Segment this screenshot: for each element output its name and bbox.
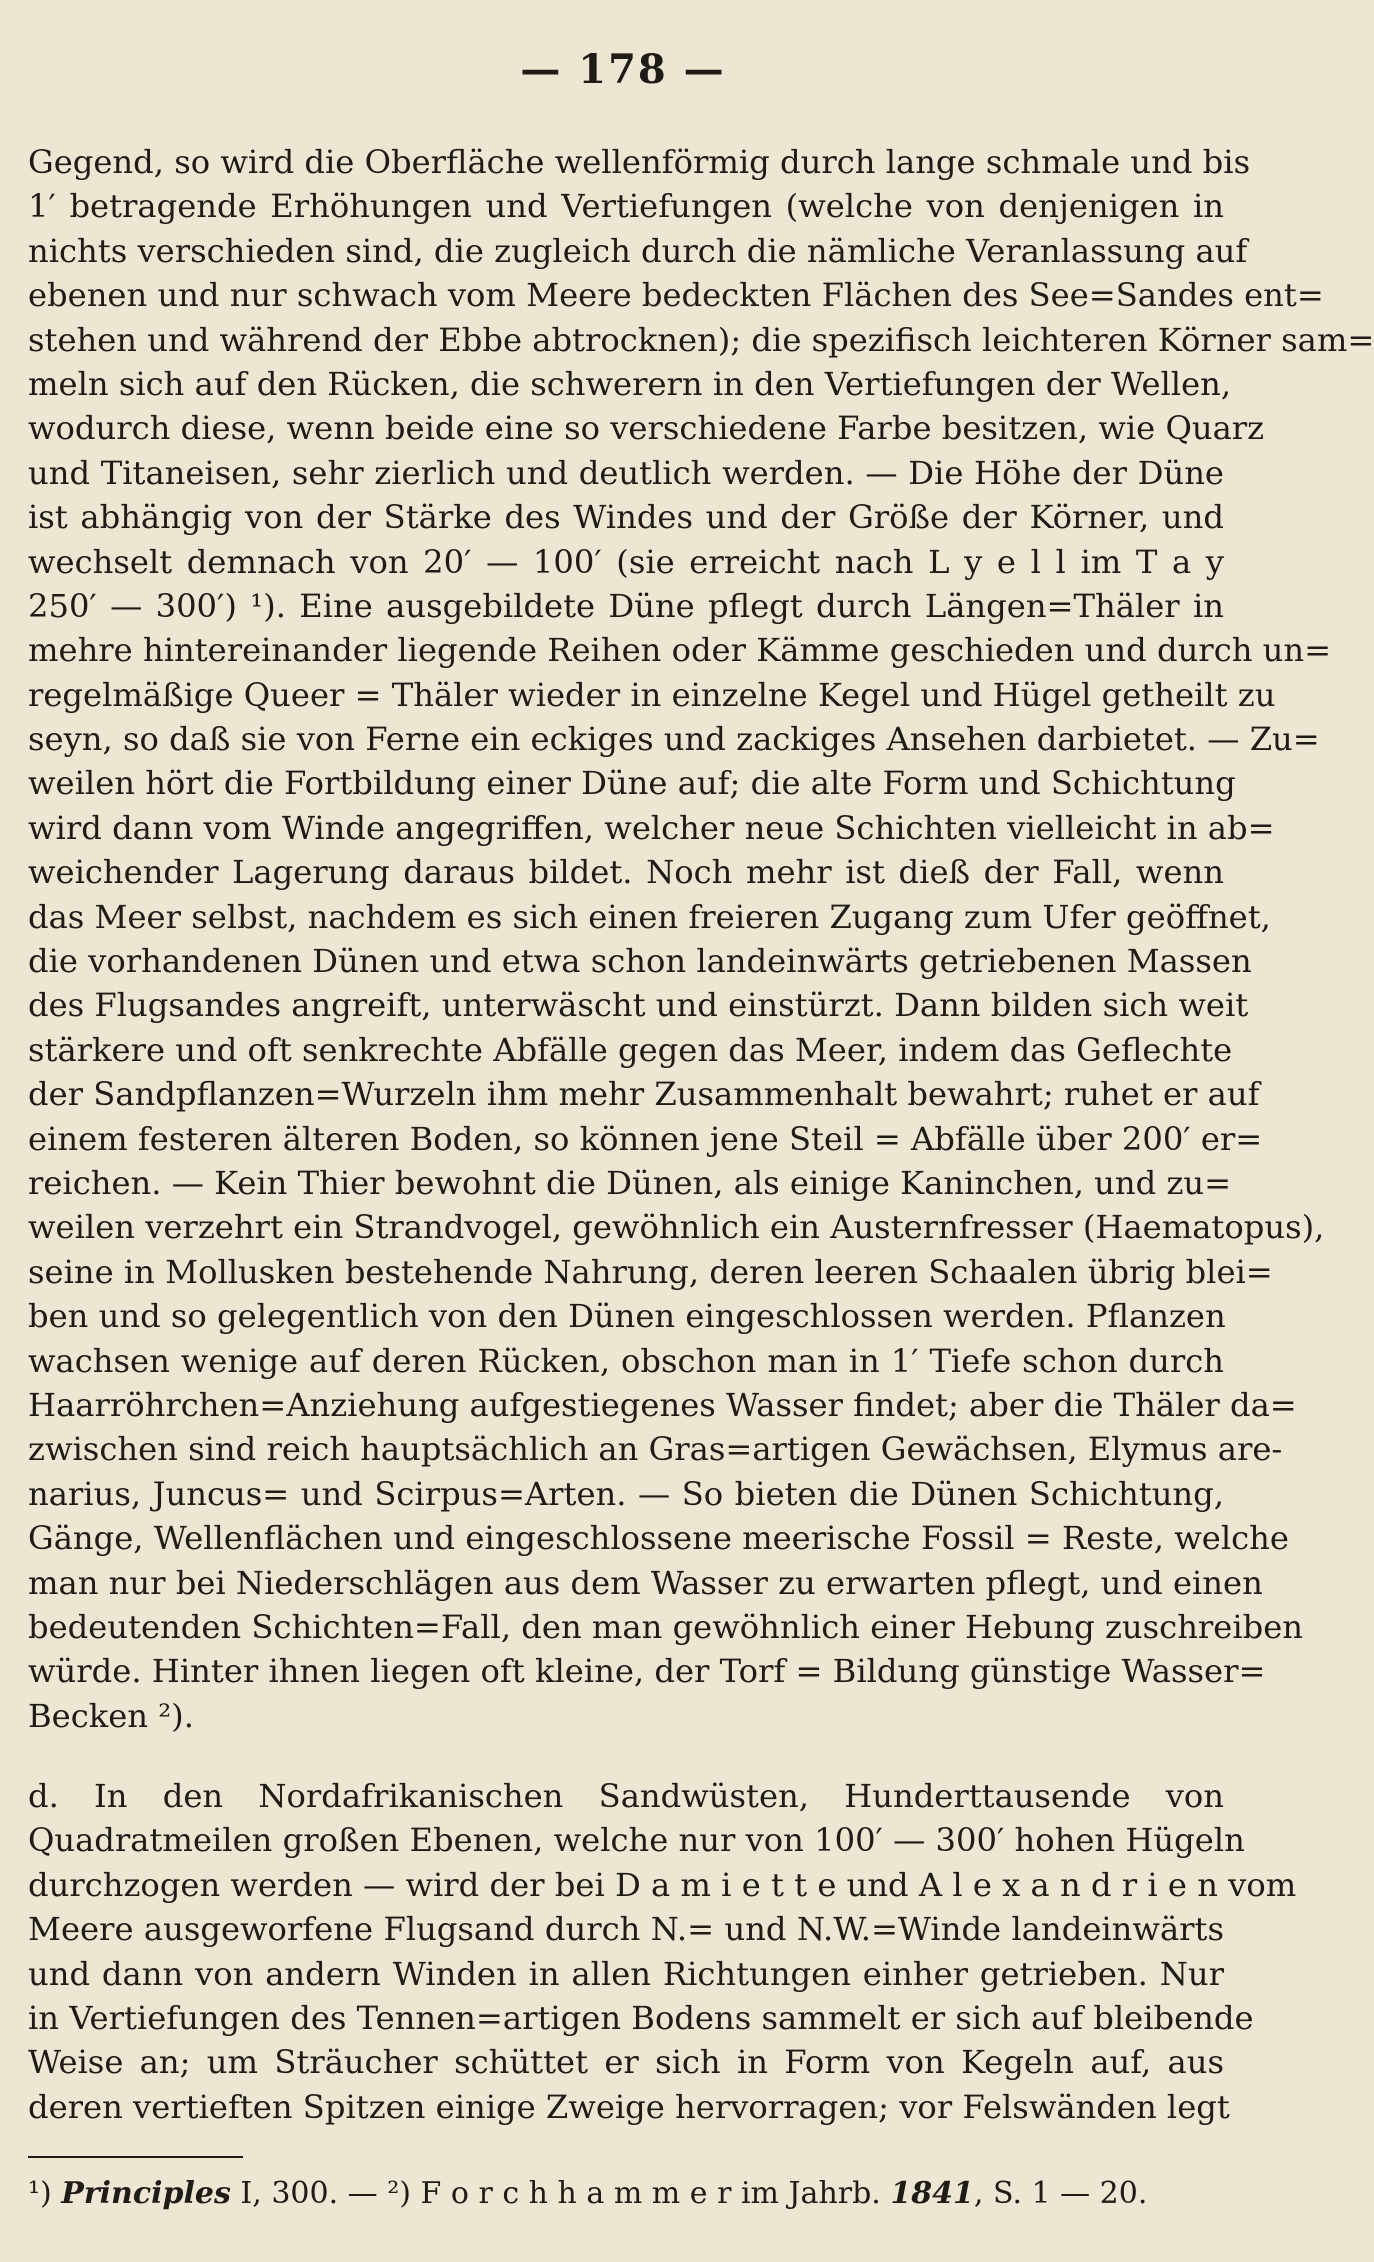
text-line: regelmäßige Queer = Thäler wieder in einzelne Kegel und Hügel getheilt zu — [28, 675, 1276, 714]
text-line: weilen hört die Fortbildung einer Düne auf; die alte Form und Schichtung — [28, 764, 1236, 803]
text-line: stehen und während der Ebbe abtrocknen); die spezifisch leichteren Körner sam= — [28, 320, 1374, 359]
text-line: man nur bei Niederschlägen aus dem Wasser zu erwarten pflegt, und einen — [28, 1563, 1263, 1602]
text-line: würde. Hinter ihnen liegen oft kleine, der Torf = Bildung günstige Wasser= — [28, 1652, 1266, 1691]
footnote-1-text: I, 300. — — [240, 2176, 378, 2211]
text-line: nichts verschieden sind, die zugleich durch die nämliche Veranlassung auf — [28, 231, 1248, 270]
text-line: narius, Juncus= und Scirpus=Arten. — So bieten die Dünen Schichtung, — [28, 1474, 1224, 1513]
text-line: deren vertieften Spitzen einige Zweige hervorragen; vor Felswänden legt — [28, 2087, 1230, 2126]
text-line: in Vertiefungen des Tennen=artigen Bodens sammelt er sich auf bleibende — [28, 1999, 1254, 2038]
text-line: des Flugsandes angreift, unterwäscht und einstürzt. Dann bilden sich weit — [28, 986, 1249, 1025]
text-line: durchzogen werden — wird der bei D a m i e t t e und A l e x a n d r i e n vom — [28, 1865, 1297, 1904]
text-line: 1′ betragende Erhöhungen und Vertiefungen (welche von denjenigen in — [28, 187, 1224, 226]
footnote-2-year: 1841 — [890, 2176, 974, 2211]
footnote-1-ref: ¹) — [28, 2176, 52, 2211]
text-line: meln sich auf den Rücken, die schwerern in den Vertiefungen der Wellen, — [28, 364, 1232, 403]
text-line: Gänge, Wellenflächen und eingeschlossene meerische Fossil = Reste, welche — [28, 1519, 1289, 1558]
text-line: und dann von andern Winden in allen Richtungen einher getrieben. Nur — [28, 1954, 1224, 1993]
text-line: Meere ausgeworfene Flugsand durch N.= und N.W.=Winde landeinwärts — [28, 1910, 1224, 1949]
text-line: Gegend, so wird die Oberfläche wellenförmig durch lange schmale und bis — [28, 143, 1251, 181]
main-text — [28, 140, 1374, 2129]
text-line: Quadratmeilen großen Ebenen, welche nur von 100′ — 300′ hohen Hügeln — [28, 1821, 1245, 1860]
text-line: Becken ²). — [28, 1696, 194, 1735]
text-line: d. In den Nordafrikanischen Sandwüsten, Hunderttausende von — [28, 1777, 1224, 1816]
page-number: — 178 — — [520, 46, 726, 93]
text-line: das Meer selbst, nachdem es sich einen freieren Zugang zum Ufer geöffnet, — [28, 897, 1271, 936]
footnote-2-pages: , S. 1 — 20. — [973, 2176, 1148, 2211]
text-line: und Titaneisen, sehr zierlich und deutlich werden. — Die Höhe der Düne — [28, 453, 1224, 492]
text-line: ebenen und nur schwach vom Meere bedeckten Flächen des See=Sandes ent= — [28, 276, 1324, 315]
text-line: Haarröhrchen=Anziehung aufgestiegenes Wasser findet; aber die Thäler da= — [28, 1385, 1297, 1424]
text-line: stärkere und oft senkrechte Abfälle gegen das Meer, indem das Geflechte — [28, 1030, 1233, 1069]
paragraph-gap — [28, 1738, 1224, 1774]
text-line: weichender Lagerung daraus bildet. Noch mehr ist dieß der Fall, wenn — [28, 853, 1224, 892]
text-line: seine in Mollusken bestehende Nahrung, deren leeren Schaalen übrig blei= — [28, 1252, 1273, 1291]
text-line: wachsen wenige auf deren Rücken, obschon man in 1′ Tiefe schon durch — [28, 1341, 1224, 1380]
text-line: wechselt demnach von 20′ — 100′ (sie erreicht nach L y e l l im T a y — [28, 542, 1224, 581]
text-line: zwischen sind reich hauptsächlich an Gras=artigen Gewächsen, Elymus are- — [28, 1430, 1283, 1469]
text-line: 250′ — 300′) ¹). Eine ausgebildete Düne pflegt durch Längen=Thäler in — [28, 586, 1224, 625]
text-line: ben und so gelegentlich von den Dünen eingeschlossen werden. Pflanzen — [28, 1297, 1226, 1336]
text-line: Weise an; um Sträucher schüttet er sich in Form von Kegeln auf, aus — [28, 2043, 1224, 2082]
text-line: seyn, so daß sie von Ferne ein eckiges und zackiges Ansehen darbietet. — Zu= — [28, 720, 1320, 759]
text-line: bedeutenden Schichten=Fall, den man gewöhnlich einer Hebung zuschreiben — [28, 1607, 1304, 1646]
text-line: wodurch diese, wenn beide eine so verschiedene Farbe besitzen, wie Quarz — [28, 409, 1265, 448]
text-line: mehre hintereinander liegende Reihen oder Kämme geschieden und durch un= — [28, 631, 1332, 670]
footnotes — [28, 2170, 1224, 2218]
text-line: einem festeren älteren Boden, so können jene Steil = Abfälle über 200′ er= — [28, 1119, 1263, 1158]
text-line: der Sandpflanzen=Wurzeln ihm mehr Zusammenhalt bewahrt; ruhet er auf — [28, 1075, 1260, 1114]
footnote-2-ref: ²) — [387, 2176, 411, 2211]
footnote-1-title: Principles — [61, 2176, 231, 2211]
text-line: reichen. — Kein Thier bewohnt die Dünen, als einige Kaninchen, und zu= — [28, 1163, 1232, 1202]
footnote-2-text: F o r c h h a m m e r im Jahrb. — [420, 2176, 881, 2211]
footnote-separator — [28, 2156, 243, 2158]
text-line: wird dann vom Winde angegriffen, welcher neue Schichten vielleicht in ab= — [28, 808, 1275, 847]
text-line: ist abhängig von der Stärke des Windes und der Größe der Körner, und — [28, 498, 1224, 537]
text-line: die vorhandenen Dünen und etwa schon landeinwärts getriebenen Massen — [28, 942, 1252, 981]
text-line: weilen verzehrt ein Strandvogel, gewöhnlich ein Austernfresser (Haematopus), — [28, 1208, 1325, 1247]
